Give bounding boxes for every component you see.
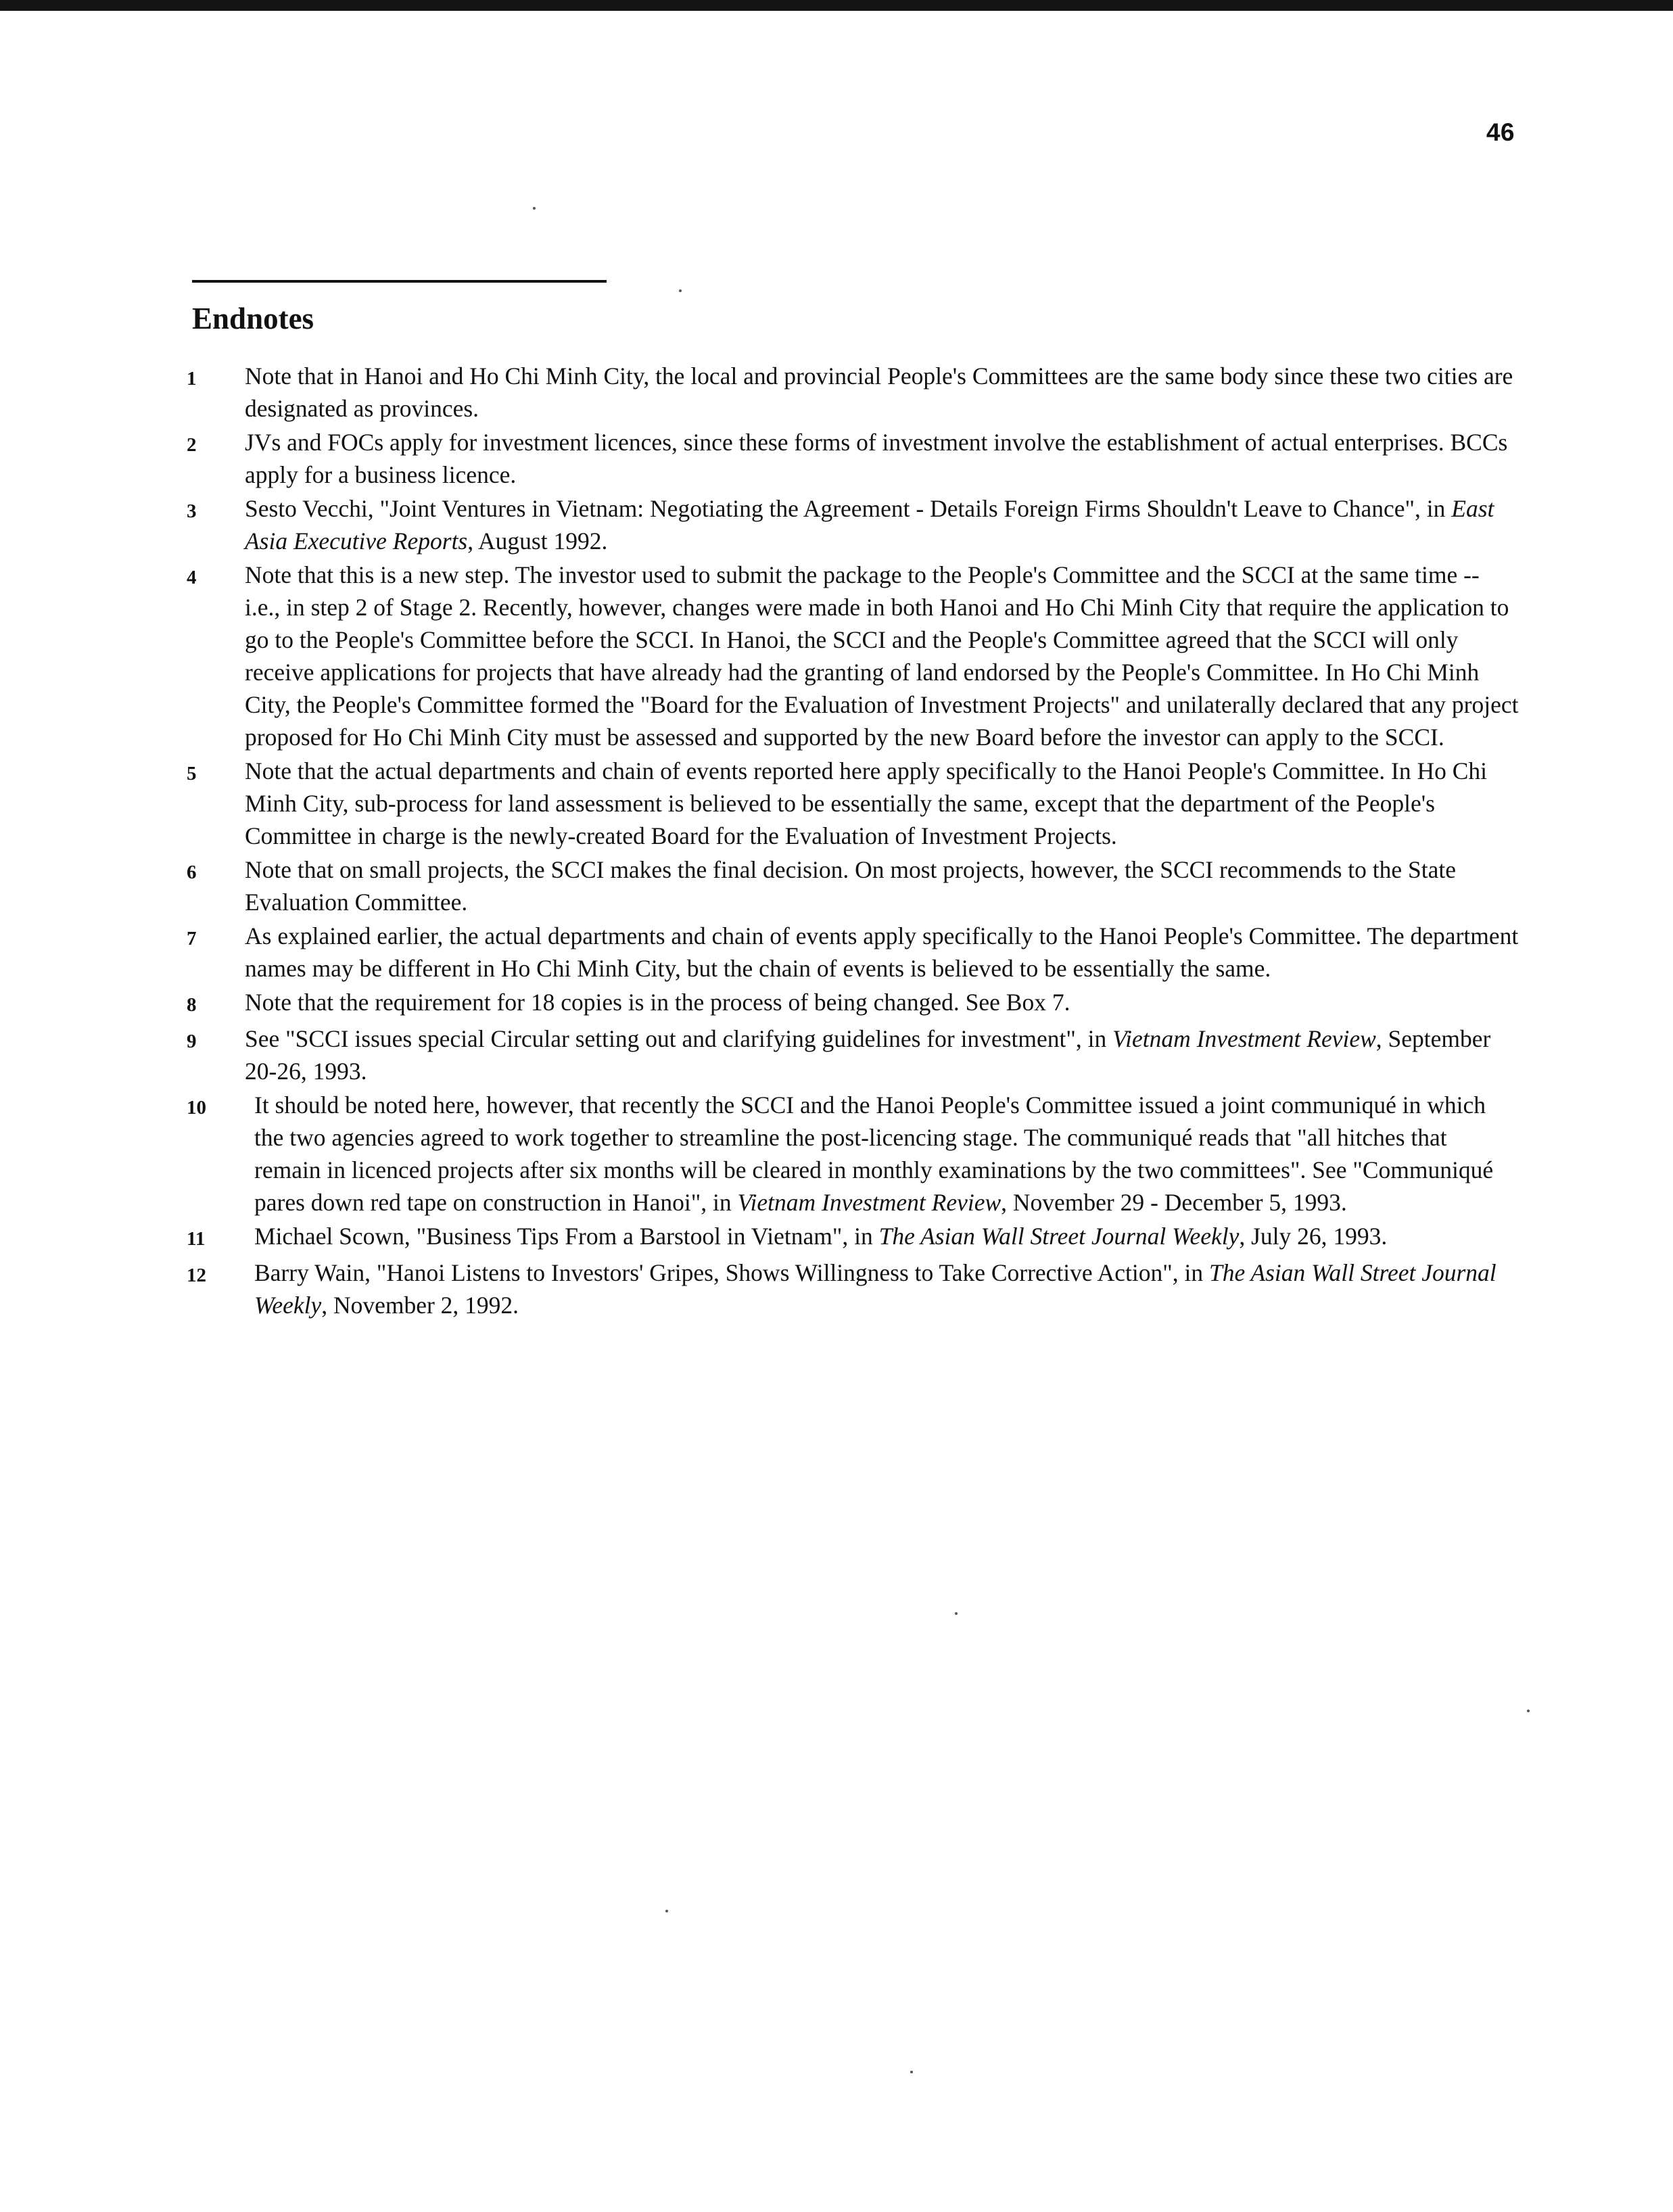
page-number: 46 bbox=[1486, 118, 1515, 146]
scan-speck bbox=[910, 2071, 913, 2073]
endnote-number: 1 bbox=[187, 368, 197, 390]
scan-speck bbox=[533, 207, 536, 210]
endnote-item bbox=[187, 559, 1519, 753]
endnotes-list bbox=[187, 360, 1519, 1323]
endnote-number: 4 bbox=[187, 567, 197, 588]
endnote-text bbox=[245, 755, 1519, 852]
scan-speck bbox=[955, 1612, 958, 1615]
endnote-text bbox=[245, 360, 1519, 425]
endnote-item bbox=[187, 1022, 1519, 1087]
endnote-text-run: Sesto Vecchi, "Joint Ventures in Vietnam: Negotiating the Agreement - Details Foreign Firms Shouldn't Leave to Chance", in bbox=[245, 495, 1452, 522]
endnote-text-run: JVs and FOCs apply for investment licences, since these forms of investment involve the establishment of actual enterprises. BCCs apply for a business licence. bbox=[245, 429, 1508, 488]
endnote-text-run: , September 20-26, 1993. bbox=[245, 1025, 1491, 1085]
scan-speck bbox=[665, 1910, 668, 1912]
endnote-item bbox=[187, 1256, 1519, 1321]
endnote-italic-title: Vietnam Investment Review bbox=[1112, 1025, 1376, 1052]
endnote-text bbox=[254, 1089, 1519, 1219]
endnote-text-run: , July 26, 1993. bbox=[1239, 1223, 1388, 1250]
endnote-number: 2 bbox=[187, 434, 197, 456]
endnote-text-run: Barry Wain, "Hanoi Listens to Investors' Gripes, Shows Willingness to Take Corrective Action", in bbox=[254, 1259, 1209, 1286]
endnotes-separator-rule bbox=[192, 280, 607, 283]
endnote-number: 8 bbox=[187, 994, 197, 1016]
endnote-italic-title: The Asian Wall Street Journal Weekly bbox=[254, 1259, 1497, 1319]
endnote-text bbox=[245, 426, 1519, 491]
endnote-text-run: , November 29 - December 5, 1993. bbox=[1001, 1189, 1347, 1216]
endnote-number: 6 bbox=[187, 862, 197, 883]
endnote-item bbox=[187, 986, 1519, 1021]
endnote-item bbox=[187, 1089, 1519, 1219]
endnote-number: 5 bbox=[187, 763, 197, 784]
endnote-text-run: It should be noted here, however, that recently the SCCI and the Hanoi People's Committee issued a joint communiqué in which the two agencies agreed to work together to streamline the post-licencing stage. The communiqué reads that "all hitches that remain in licenced projects after six months will be cleared in monthly examinations by the two committees". See "Communiqué pares down red tape on construction in Hanoi", in bbox=[254, 1091, 1494, 1216]
endnote-text-run: See "SCCI issues special Circular setting out and clarifying guidelines for investment", in bbox=[245, 1025, 1113, 1052]
endnote-text-run: , August 1992. bbox=[467, 527, 608, 555]
scan-top-border bbox=[0, 0, 1673, 11]
endnote-italic-title: The Asian Wall Street Journal Weekly bbox=[878, 1223, 1240, 1250]
endnote-number: 7 bbox=[187, 928, 197, 949]
endnote-text bbox=[254, 1220, 1519, 1252]
endnote-item bbox=[187, 360, 1519, 425]
endnote-text-run: Note that the actual departments and chain of events reported here apply specifically to the Hanoi People's Committee. In Ho Chi Minh City, sub-process for land assessment is believed to be essentially the same, except that the department of the People's Committee in charge is the newly-created Board for the Evaluation of Investment Projects. bbox=[245, 757, 1488, 849]
scan-speck bbox=[1527, 1710, 1530, 1712]
endnote-item bbox=[187, 426, 1519, 491]
endnote-text-run: Michael Scown, "Business Tips From a Barstool in Vietnam", in bbox=[254, 1223, 879, 1250]
endnote-text bbox=[245, 986, 1519, 1018]
endnote-italic-title: East Asia Executive Reports bbox=[245, 495, 1494, 555]
endnotes-heading: Endnotes bbox=[192, 302, 314, 335]
endnote-text-run: Note that the requirement for 18 copies is in the process of being changed. See Box 7. bbox=[245, 989, 1070, 1016]
endnote-item bbox=[187, 1220, 1519, 1255]
endnote-number: 11 bbox=[187, 1228, 206, 1250]
endnote-number: 9 bbox=[187, 1031, 197, 1052]
endnote-item bbox=[187, 853, 1519, 918]
endnote-text-run: Note that in Hanoi and Ho Chi Minh City, the local and provincial People's Committees are the same body since these two cities are designated as provinces. bbox=[245, 362, 1513, 422]
endnote-text bbox=[245, 492, 1519, 557]
endnote-item bbox=[187, 920, 1519, 985]
endnote-number: 3 bbox=[187, 500, 197, 522]
endnote-text-run: Note that this is a new step. The investor used to submit the package to the People's Committee and the SCCI at the same time -- i.e., in step 2 of Stage 2. Recently, however, changes were made in both Hanoi and Ho Chi Minh City that require the application to go to the People's Committee before the SCCI. In Hanoi, the SCCI and the People's Committee agreed that the SCCI will only receive applications for projects that have already had the granting of land endorsed by the People's Committee. In Ho Chi Minh City, the People's Committee formed the "Board for the Evaluation of Investment Projects" and unilaterally declared that any project proposed for Ho Chi Minh City must be assessed and supported by the new Board before the investor can apply to the SCCI. bbox=[245, 561, 1519, 751]
endnote-item bbox=[187, 755, 1519, 852]
endnote-text bbox=[245, 853, 1519, 918]
endnote-item bbox=[187, 492, 1519, 557]
endnote-text bbox=[245, 920, 1519, 985]
endnote-text bbox=[245, 559, 1519, 753]
endnote-text-run: , November 2, 1992. bbox=[321, 1292, 519, 1319]
endnote-italic-title: Vietnam Investment Review bbox=[737, 1189, 1002, 1216]
endnote-number: 10 bbox=[187, 1097, 206, 1119]
endnote-text bbox=[245, 1022, 1519, 1087]
endnote-text-run: As explained earlier, the actual departments and chain of events apply specifically to the Hanoi People's Committee. The department names may be different in Ho Chi Minh City, but the chain of events is believed to be essentially the same. bbox=[245, 922, 1519, 982]
scan-speck bbox=[679, 289, 682, 292]
endnote-text bbox=[254, 1256, 1519, 1321]
endnote-number: 12 bbox=[187, 1265, 206, 1286]
endnote-text-run: Note that on small projects, the SCCI makes the final decision. On most projects, however, the SCCI recommends to the State Evaluation Committee. bbox=[245, 856, 1456, 916]
